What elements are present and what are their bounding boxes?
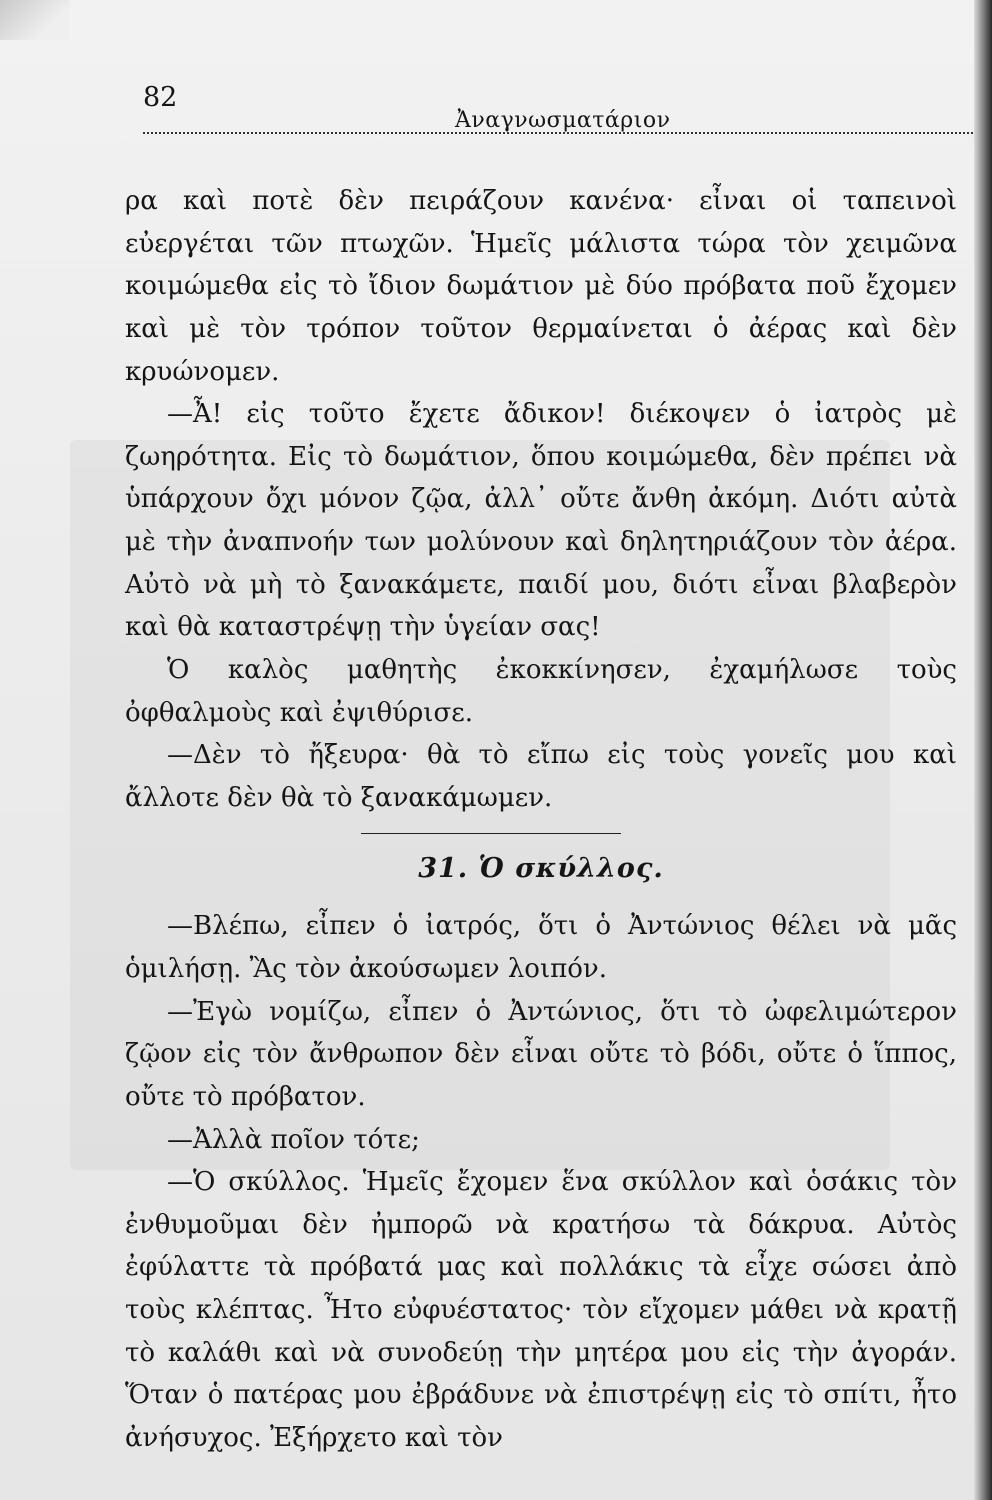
section-rule [361, 833, 621, 834]
paragraph: —Ἀλλὰ ποῖον τότε; [167, 1124, 420, 1155]
page-edge-shadow [974, 0, 992, 1500]
page-number: 82 [143, 82, 178, 113]
section-break [125, 819, 957, 905]
paragraph: Ὁ καλὸς μαθητὴς ἐκοκκίνησεν, ἐχαμήλωσε τοὺς ὀφθαλμοὺς καὶ ἐψιθύρισε. [125, 654, 957, 728]
header-rule [143, 132, 973, 134]
paragraph: —Δὲν τὸ ἤξευρα· θὰ τὸ εἴπω εἰς τοὺς γονεῖς μου καὶ ἄλλοτε δὲν θὰ τὸ ξανακάμωμεν. [125, 740, 957, 813]
paragraph: —Βλέπω, εἶπεν ὁ ἰατρός, ὅτι ὁ Ἀντώνιος θέλει νὰ μᾶς ὁμιλήσῃ. Ἂς τὸν ἀκούσωμεν λοιπόν. [125, 911, 957, 984]
page-header [143, 82, 973, 142]
paragraph: —Ὁ σκύλλος. Ἡμεῖς ἔχομεν ἕνα σκύλλον καὶ ὁσάκις τὸν ἐνθυμοῦμαι δὲν ἠμπορῶ νὰ κρατήσω τὰ δάκρυα. Αὐτὸς ἐφύλαττε τὰ πρόβατά μας καὶ πολλάκις τὰ εἶχε σώσει ἀπὸ τοὺς κλέπτας. Ἦτο εὐφυέστατος· τὸν εἴχομεν μάθει νὰ κρατῇ τὸ καλάθι καὶ νὰ συνοδεύῃ τὴν μητέρα μου εἰς τὴν ἀγοράν. Ὅταν ὁ πατέρας μου ἐβράδυνε νὰ ἐπιστρέψῃ εἰς τὸ σπίτι, ἦτο ἀνήσυχος. Ἐξήρχετο καὶ τὸν [125, 1167, 957, 1453]
section-title: 31. Ὁ σκύλλος. [418, 853, 664, 885]
paragraph: —Ἆ! εἰς τοῦτο ἔχετε ἄδικον! διέκοψεν ὁ ἰατρὸς μὲ ζωηρότητα. Εἰς τὸ δωμάτιον, ὅπου κοιμώμεθα, δὲν πρέπει νὰ ὑπάρχουν ὄχι μόνον ζῷα, ἀλλ᾽ οὔτε ἄνθη ἀκόμη. Διότι αὐτὰ μὲ τὴν ἀναπνοήν των μολύνουν καὶ δηλητηριάζουν τὸν ἀέρα. Αὐτὸ νὰ μὴ τὸ ξανακάμετε, παιδί μου, διότι εἶναι βλαβερὸν καὶ θὰ καταστρέψῃ τὴν ὑγείαν σας! [125, 399, 957, 643]
page-corner-shadow [0, 0, 70, 40]
paragraph: —Ἐγὼ νομίζω, εἶπεν ὁ Ἀντώνιος, ὅτι τὸ ὠφελιμώτερον ζῷον εἰς τὸν ἄνθρωπον δὲν εἶναι οὔτε τὸ βόδι, οὔτε ὁ ἵππος, οὔτε τὸ πρόβατον. [125, 996, 957, 1112]
paragraph: ρα καὶ ποτὲ δὲν πειράζουν κανένα· εἶναι οἱ ταπεινοὶ εὐεργέται τῶν πτωχῶν. Ἡμεῖς μάλιστα τώρα τὸν χειμῶνα κοιμώμεθα εἰς τὸ ἴδιον δωμάτιον μὲ δύο πρόβατα ποῦ ἔχομεν καὶ μὲ τὸν τρόπον τοῦτον θερμαίνεται ὁ ἀέρας καὶ δὲν κρυώνομεν. [125, 186, 957, 387]
body-text [125, 180, 957, 1460]
running-title: Ἀναγνωσματάριον [455, 108, 671, 133]
